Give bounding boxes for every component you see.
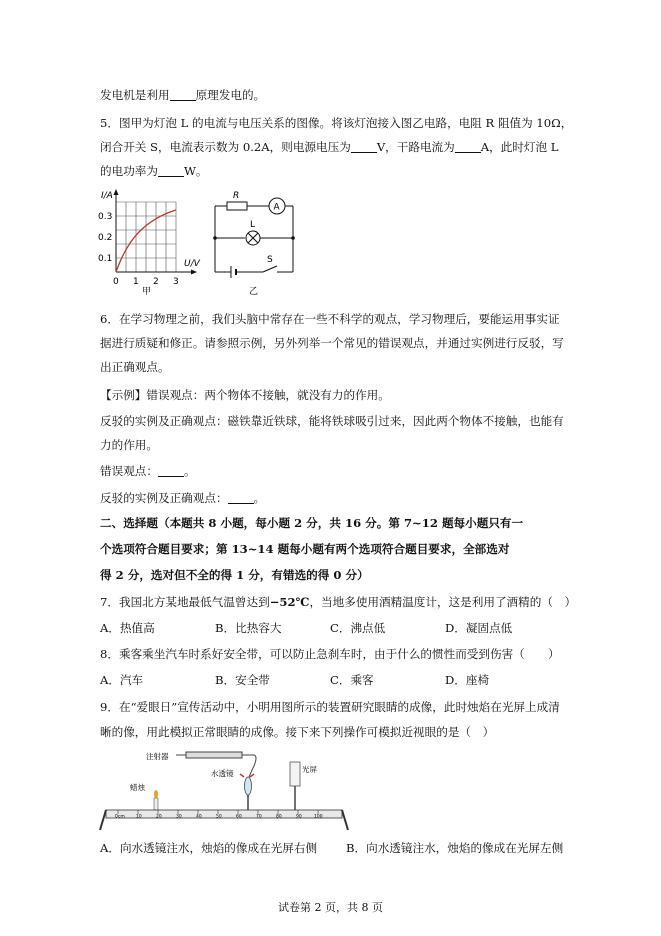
answer-blank [228,491,254,504]
ruler-tick: 20 [156,814,162,820]
q5-line2: 闭合开关 S，电流表示数为 0.2A，则电源电压为 V，干路电流为 A，此时灯泡 L [100,140,559,154]
q8-option-c: C．乘客 [330,673,374,687]
x-tick: 0 [113,277,119,287]
ruler-tick: 70 [256,814,262,820]
ruler-tick: 60 [236,814,242,820]
lens-label: 水透镜 [211,769,234,778]
q7-option-b: B．比热容大 [215,621,282,635]
answer-blank [455,140,481,153]
answer-blank [351,140,377,153]
q6-example: 【示例】错误观点：两个物体不接触，就没有力的作用。 [100,388,390,402]
optical-bench-figure [98,748,350,836]
page-footer: 试卷第 2 页，共 8 页 [278,901,383,914]
x-axis-label: U/V [184,259,200,269]
q6-rebut-view: 反驳的实例及正确观点： 。 [100,491,266,505]
answer-blank [158,164,184,177]
x-tick: 2 [153,277,159,287]
ruler-tick: 90 [296,814,302,820]
q8-stem: 8．乘客乘坐汽车时系好安全带，可以防止急刹车时，由于什么的惯性而受到伤害（ ） [100,647,560,661]
ruler-tick: 80 [276,814,282,820]
q8-option-d: D．座椅 [445,673,490,687]
section2-line1: 二、选择题（本题共 8 小题，每小题 2 分，共 16 分。第 7~12 题每小题只有一 [100,516,524,530]
ruler-tick: 10 [136,814,142,820]
section2-line2: 个选项符合题目要求；第 13~14 题每小题有两个选项符合题目要求，全部选对 [100,542,510,556]
section2-line3: 得 2 分，选对但不全的得 1 分，有错选的得 0 分） [100,568,369,582]
ruler-tick: 30 [176,814,182,820]
y-axis-label: I/A [101,191,113,201]
answer-blank [158,464,184,477]
y-tick: 0.3 [98,212,113,222]
candle-label: 蜡烛 [130,783,145,792]
switch-icon [263,266,277,272]
q9-line1: 9．在“爱眼日”宣传活动中，小明用图所示的装置研究眼睛的成像，此时烛焰在光屏上成清 [100,700,560,714]
q6-line3: 出正确观点。 [100,360,170,374]
screen-icon [290,762,300,810]
y-tick: 0.2 [98,233,113,243]
q9-option-a: A．向水透镜注水，烛焰的像成在光屏右侧 [100,841,318,855]
resistor-icon [227,202,247,210]
q6-wrong-view: 错误观点： 。 [100,464,196,478]
q7-option-c: C．沸点低 [330,621,386,635]
ruler-tick: 40 [196,814,202,820]
q5-line3: 的电功率为 W。 [100,164,208,178]
ruler-tick: 100 [314,814,323,820]
candle-icon [154,790,158,810]
circuit-caption: 乙 [249,287,259,297]
graph-caption: 甲 [142,287,152,296]
q6-line1: 6．在学习物理之前，我们头脑中常存在一些不科学的观点，学习物理后，要能运用事实证 [100,312,560,326]
q6-line2: 据进行质疑和修正。请参照示例，另外列举一个常见的错误观点，并通过实例进行反驳，写 [100,336,564,350]
y-tick: 0.1 [98,254,113,264]
syringe-label: 注射器 [146,752,169,761]
q6-rebut2: 力的作用。 [100,438,158,452]
q9-option-b: B．向水透镜注水，烛焰的像成在光屏左侧 [346,841,564,855]
x-tick: 3 [173,277,179,287]
q6-rebut1: 反驳的实例及正确观点：磁铁靠近铁球，能将铁球吸引过来，因此两个物体不接触，也能有 [100,414,564,428]
q7-stem: 7．我国北方某地最低气温曾达到−52℃，当地多使用酒精温度计，这是利用了酒精的（ ） [100,595,577,609]
resistor-label: R [233,191,240,201]
q9-line2: 晰的像，用此模拟正常眼睛的成像。接下来下列操作可模拟近视眼的是（ ） [100,725,495,739]
q8-option-b: B．安全带 [215,673,270,687]
q8-option-a: A．汽车 [100,673,144,687]
screen-label: 光屏 [302,765,317,774]
q5-line1: 5．图甲为灯泡 L 的电流与电压关系的图像。将该灯泡接入图乙电路，电阻 R 阻值为 10Ω， [100,116,573,130]
answer-blank [170,88,196,101]
q7-option-a: A．热值高 [100,621,155,635]
switch-label: S [267,255,273,265]
water-lens-icon [245,777,252,795]
ruler-tick: 0cm [115,814,125,820]
q7-option-d: D．凝固点低 [445,621,513,635]
ammeter-label: A [273,202,280,213]
x-tick: 1 [133,277,139,287]
ruler-tick: 50 [216,814,222,820]
q4-tail-line: 发电机是利用 原理发电的。 [100,88,266,102]
circuit-diagram [205,186,305,298]
lamp-label: L [250,220,256,230]
iu-graph [96,186,216,296]
